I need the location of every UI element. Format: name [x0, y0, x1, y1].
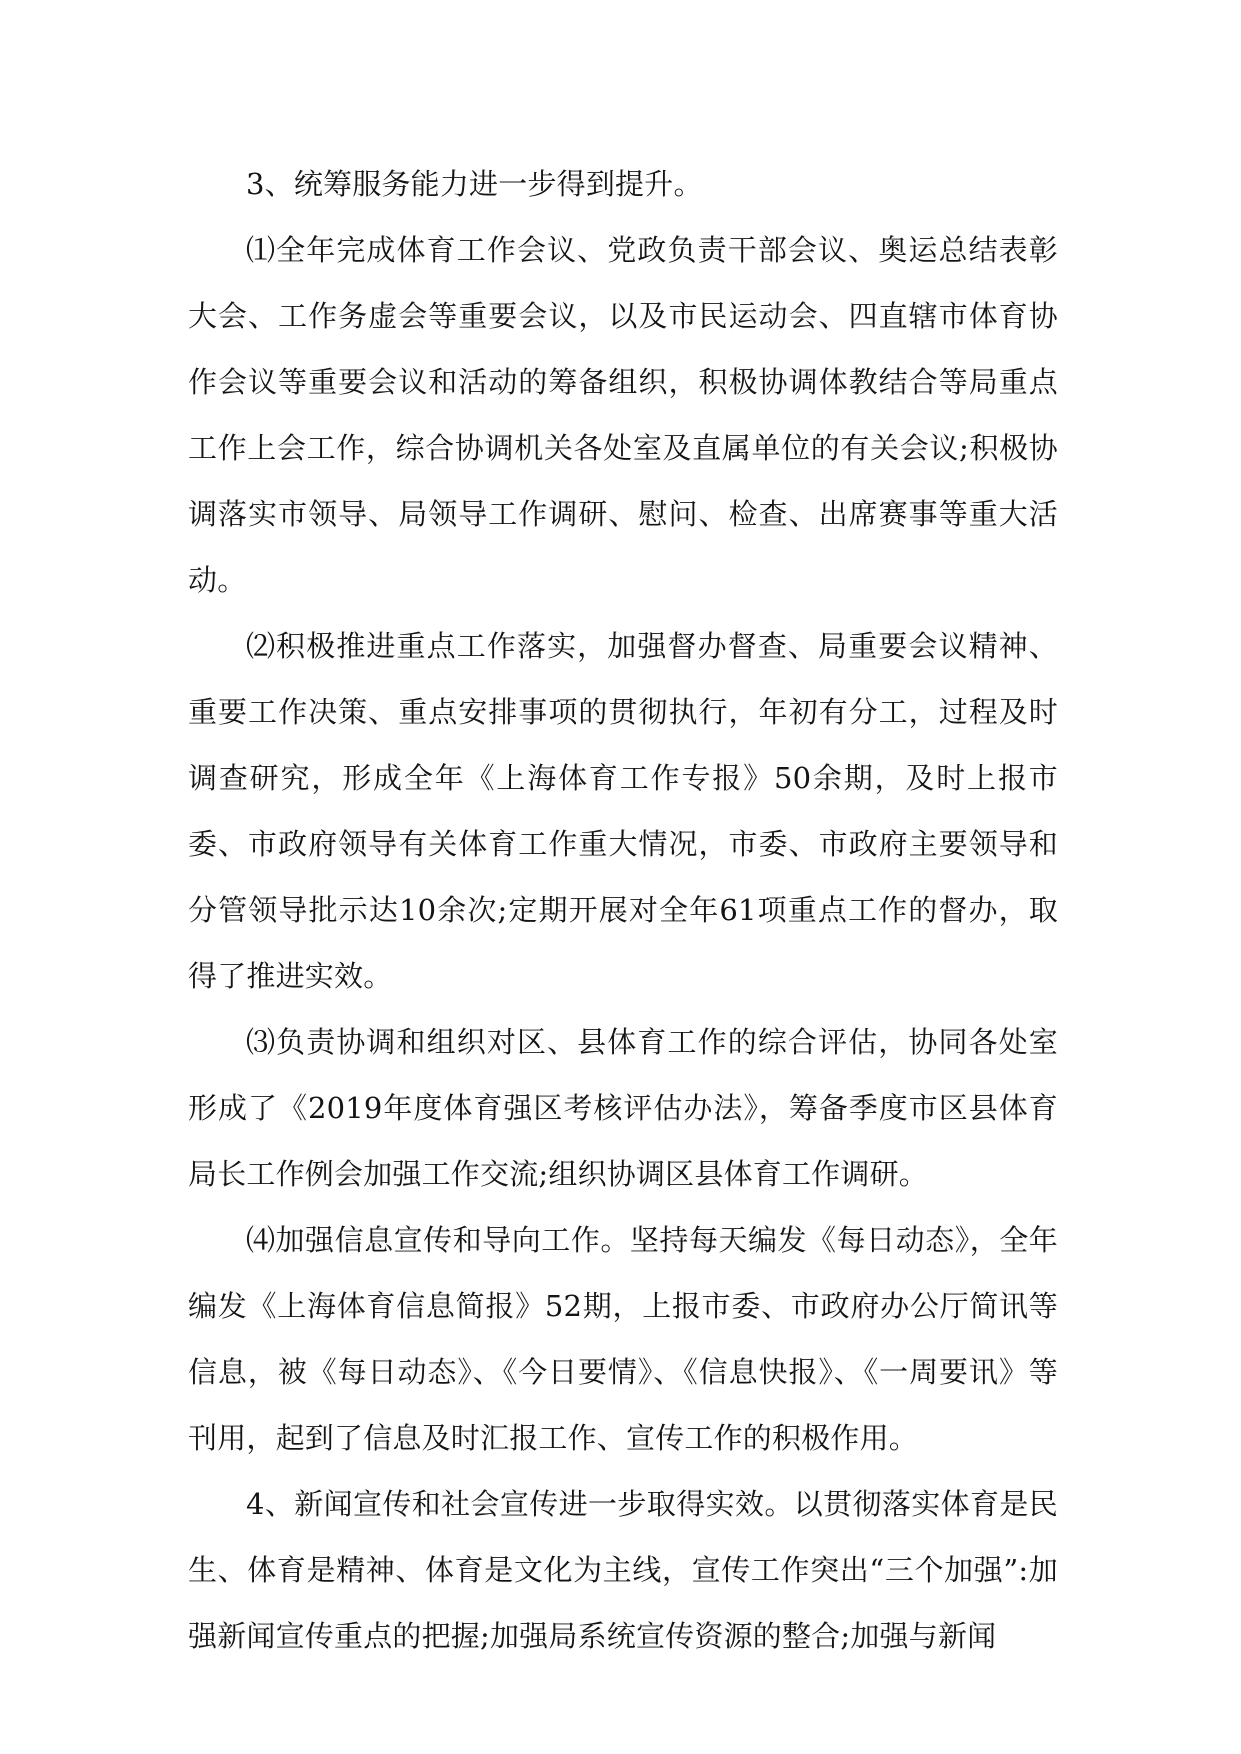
- document-body: [188, 151, 1058, 1669]
- paragraph-item-4: ⑷加强信息宣传和导向工作。坚持每天编发《每日动态》，全年编发《上海体育信息简报》52期，上报市委、市政府办公厅简讯等信息，被《每日动态》、《今日要情》、《信息快报》、《一周要讯》等刊用，起到了信息及时汇报工作、宣传工作的积极作用。: [188, 1223, 1058, 1455]
- paragraph-section-4: 4、新闻宣传和社会宣传进一步取得实效。以贯彻落实体育是民生、体育是精神、体育是文化为主线，宣传工作突出“三个加强”:加强新闻宣传重点的把握;加强局系统宣传资源的整合;加强与新闻: [188, 1487, 1058, 1653]
- paragraph-section-3-heading: 3、统筹服务能力进一步得到提升。: [246, 167, 703, 201]
- paragraph-item-3: ⑶负责协调和组织对区、县体育工作的综合评估，协同各处室形成了《2019年度体育强区考核评估办法》，筹备季度市区县体育局长工作例会加强工作交流;组织协调区县体育工作调研。: [188, 1025, 1058, 1191]
- paragraph-item-2: ⑵积极推进重点工作落实，加强督办督查、局重要会议精神、重要工作决策、重点安排事项的贯彻执行，年初有分工，过程及时调查研究，形成全年《上海体育工作专报》50余期，及时上报市委、市政府领导有关体育工作重大情况，市委、市政府主要领导和分管领导批示达10余次;定期开展对全年61项重点工作的督办，取得了推进实效。: [188, 629, 1058, 993]
- paragraph-item-1: ⑴全年完成体育工作会议、党政负责干部会议、奥运总结表彰大会、工作务虚会等重要会议，以及市民运动会、四直辖市体育协作会议等重要会议和活动的筹备组织，积极协调体教结合等局重点工作上会工作，综合协调机关各处室及直属单位的有关会议;积极协调落实市领导、局领导工作调研、慰问、检查、出席赛事等重大活动。: [188, 233, 1058, 597]
